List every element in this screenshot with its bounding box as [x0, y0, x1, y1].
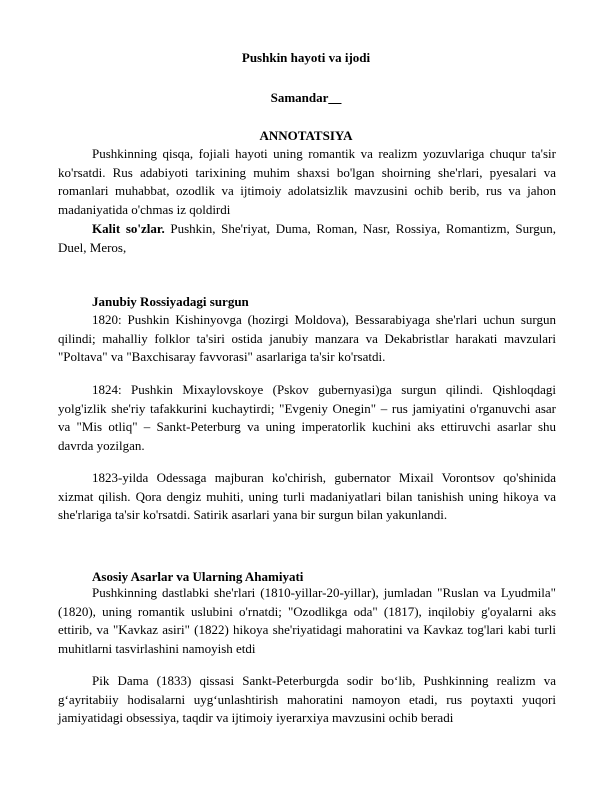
- section-heading-exile: Janubiy Rossiyadagi surgun: [92, 294, 249, 309]
- author-name: Samandar: [270, 90, 329, 105]
- exile-paragraph-2: 1824: Pushkin Mixaylovskoye (Pskov gubernyasi)ga surgun qilindi. Qishloqdagi yolg'izlik she'riy tafakkurini kuchaytirdi; "Evgeniy Onegin" – rus jamiyatini o'rganuvchi asar va "Mis otliq" – Sankt-Peterburg va uning imperatorlik kuchini aks ettiruvchi asarlar shu davrda yozilgan.: [58, 382, 556, 453]
- author-line: [0, 90, 612, 106]
- keywords-paragraph: [58, 220, 556, 257]
- annotation-paragraph: Pushkinning qisqa, fojiali hayoti uning romantik va realizm yozuvlariga chuqur ta'sir ko'rsatdi. Rus adabiyoti tarixining muhim shaxsi bo'lgan shoirning she'rlari, pyesalari va romanlari muhabbat, ozodlik va ijtimoiy adolatsizlik mavzusini ochib berib, rus va jahon madaniyatida o'chmas iz qoldirdi: [58, 146, 556, 217]
- keywords-list: Pushkin, She'riyat, Duma, Roman, Nasr, Rossiya, Romantizm, Surgun, Duel, Meros,: [58, 221, 556, 255]
- keywords-label: Kalit so'zlar.: [92, 221, 165, 236]
- works-paragraph-2: Pik Dama (1833) qissasi Sankt-Peterburgda sodir bo‘lib, Pushkinning realizm va g‘ayritabiiy hodisalarni uyg‘unlashtirish mahoratini namoyon etadi, rus poytaxti yuqori jamiyatidagi obsessiya, taqdir va ijtimoiy iyerarxiya mavzusini ochib beradi: [58, 673, 556, 726]
- document-title: Pushkin hayoti va ijodi: [241, 50, 371, 65]
- annotation-heading: ANNOTATSIYA: [259, 128, 353, 143]
- section-heading-works: Asosiy Asarlar va Ularning Ahamiyati: [92, 569, 304, 584]
- exile-paragraph-3: 1823-yilda Odessaga majburan ko'chirish, gubernator Mixail Vorontsov qo'shinida xizmat qilish. Qora dengiz muhiti, uning turli madaniyatlari bilan tanishish uning hikoya va she'rlariga ta'sir ko'rsatdi. Satirik asarlari yana bir surgun bilan yakunlandi.: [58, 470, 556, 523]
- works-paragraph-1: Pushkinning dastlabki she'rlari (1810-yillar-20-yillar), jumladan "Ruslan va Lyudmila" (1820), uning romantik uslubini o'rnatdi; "Ozodlikga oda" (1817), inqilobiy g'oyalarni aks ettirib, va "Kavkaz asiri" (1822) hikoya she'riyatidagi mahoratini va Kavkaz tog'lari kabi turli muhitlarni tasvirlashini namoyish etdi: [58, 585, 556, 656]
- exile-paragraph-1: 1820: Pushkin Kishinyovga (hozirgi Moldova), Bessarabiyaga she'rlari uchun surgun qilindi; mahalliy folklor ta'siri ostida janubiy manzara va Dekabristlar harakati mavzulari "Poltava" va "Baxchisaray favvorasi" asarlariga ta'sir ko'rsatdi.: [58, 312, 556, 365]
- author-underline: __: [328, 90, 342, 105]
